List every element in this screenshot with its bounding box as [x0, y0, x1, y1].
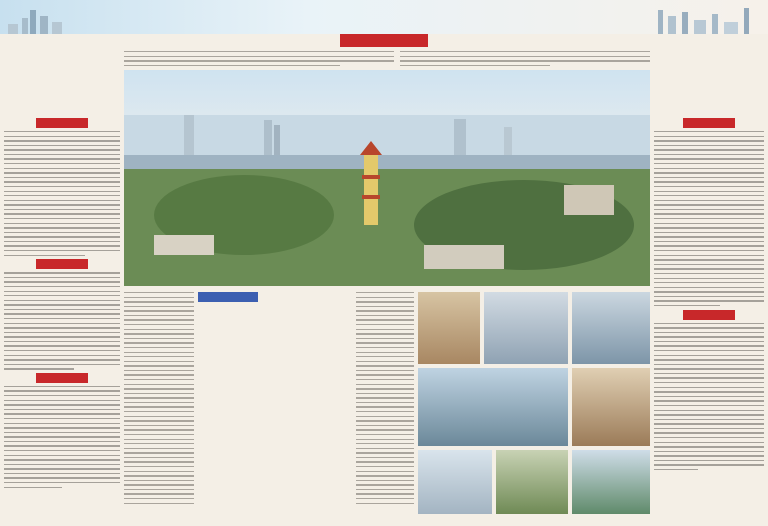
section-ribbon: [340, 34, 428, 47]
section-tag-strength: [36, 118, 88, 128]
story-body-livelihood: [654, 323, 764, 471]
story-body-renewal: [654, 131, 764, 306]
park-photo: [496, 450, 568, 514]
story-body-gdp: [4, 131, 120, 256]
skyline-photo: [572, 292, 650, 364]
stats-header: [198, 292, 258, 302]
middle-column-text-2: [356, 292, 414, 507]
street-photo: [418, 292, 480, 364]
skyline-right-illustration: [638, 6, 768, 34]
skyline-left-illustration: [0, 8, 80, 34]
middle-column-text-1: [124, 292, 194, 507]
building-photo: [418, 450, 492, 514]
lake-photo: [572, 450, 650, 514]
intro-text-right: [400, 51, 650, 69]
masthead: [0, 0, 768, 34]
hero-photo: [124, 70, 650, 286]
intro-text-left: [124, 51, 394, 69]
section-tag-results: [683, 310, 735, 320]
gdp-bar-chart: [198, 452, 352, 518]
right-column: [654, 118, 764, 474]
tower-photo: [484, 292, 568, 364]
story-body-hightech: [4, 272, 120, 370]
story-body-green: [4, 386, 120, 488]
section-tag-renewal: [683, 118, 735, 128]
left-column: [4, 118, 120, 491]
section-tag-green: [36, 373, 88, 383]
section-tag-quality: [36, 259, 88, 269]
riverside-photo: [418, 368, 568, 446]
old-town-photo: [572, 368, 650, 446]
city-aerial-illustration: [124, 115, 650, 286]
